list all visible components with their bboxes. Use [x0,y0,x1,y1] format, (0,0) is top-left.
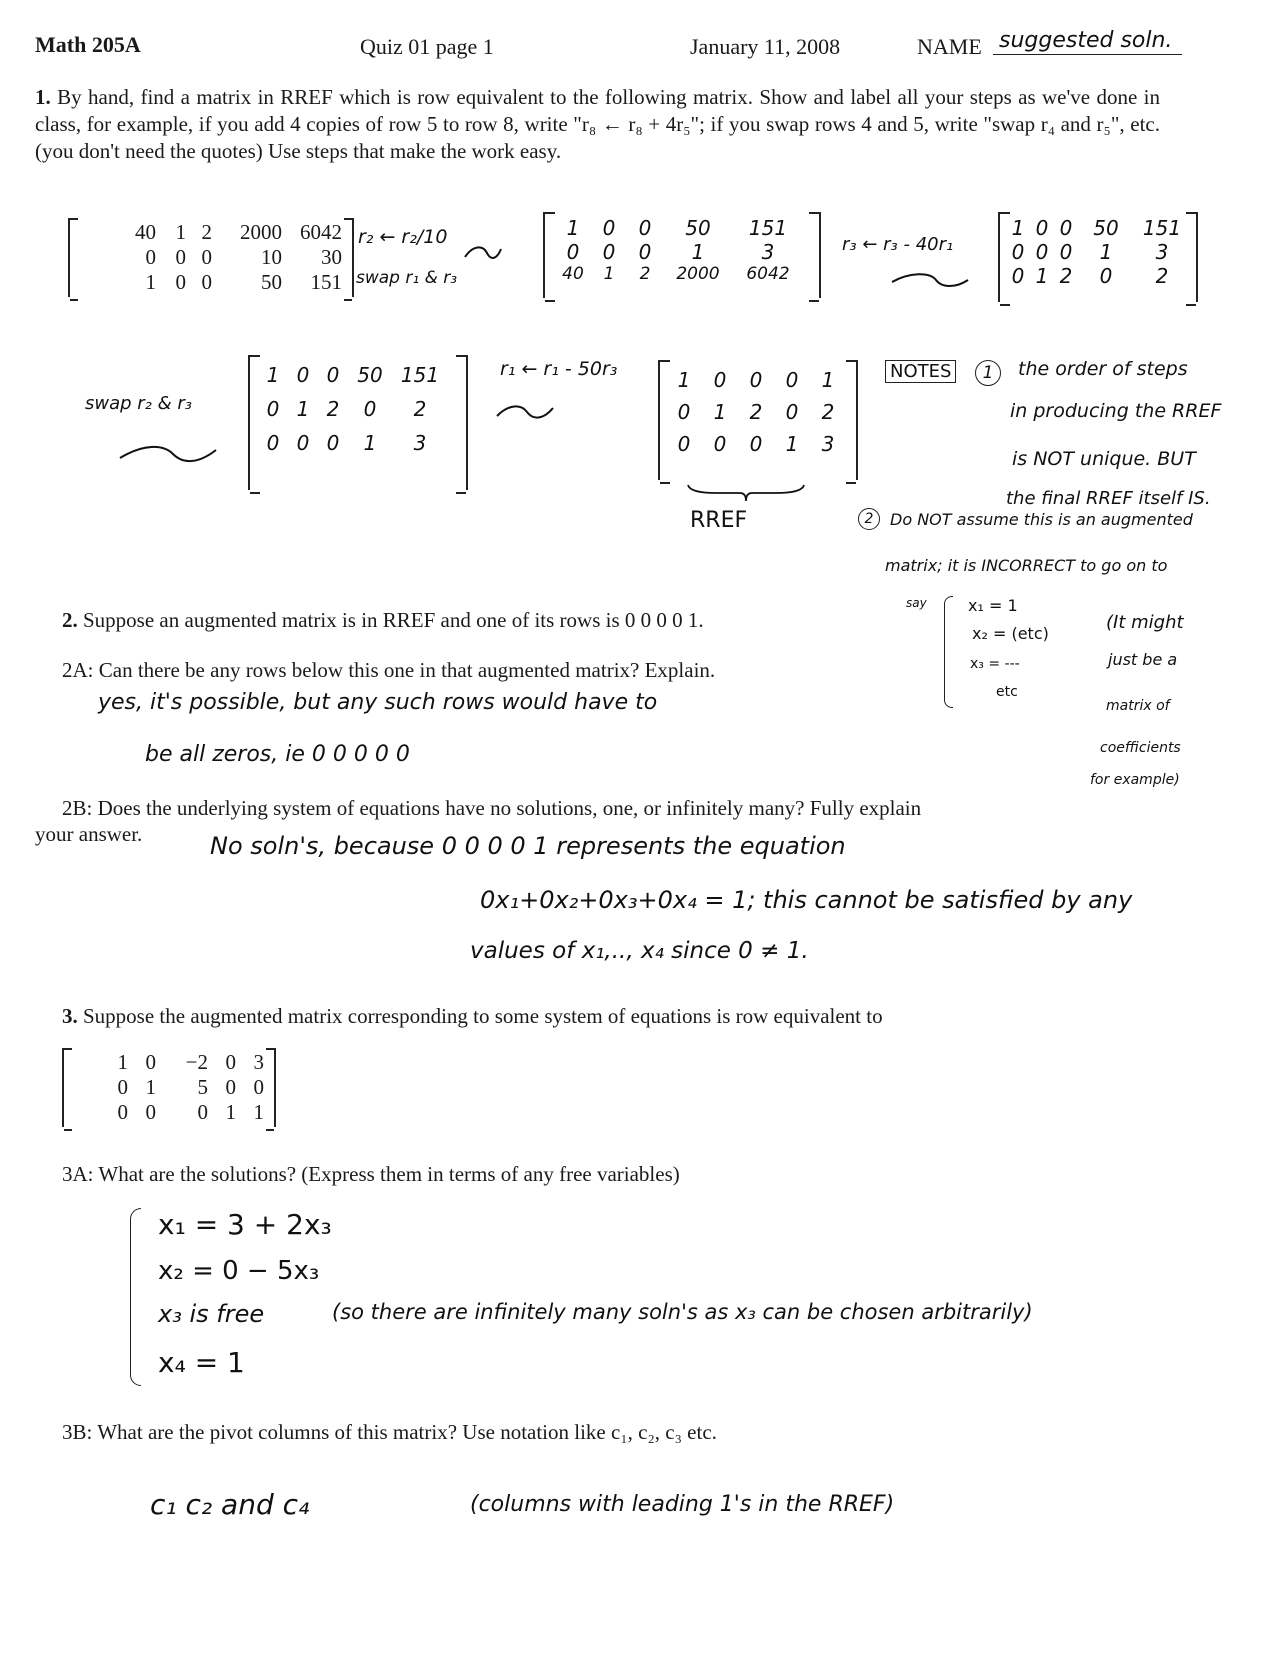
q2a-prompt: 2A: Can there be any rows below this one in that augmented matrix? Explain. [62,658,716,682]
q3a-note: (so there are infinitely many soln's as x₃ can be chosen arbitrarily) [332,1300,1033,1324]
q3b-answer: c₁ c₂ and c₄ [150,1488,310,1521]
step4-label: r₁ ← r₁ - 50r₃ [500,358,618,380]
step3-matrix-row: 0 1 2 0 2 [266,397,427,421]
q3a-brace [130,1208,141,1386]
say-brace [944,596,953,708]
step1-matrix-row: 0 0 0 1 3 [566,240,775,264]
say-line: x₂ = (etc) [972,624,1049,643]
q3-prompt [62,1004,883,1029]
rref-label: RREF [690,508,748,533]
step3-label: swap r₂ & r₃ [85,393,192,414]
tilde-arrow [118,440,218,468]
say-line: x₁ = 1 [968,596,1018,615]
q3a-answer-line: x₄ = 1 [158,1346,245,1379]
q3a-prompt: 3A: What are the solutions? (Express them in terms of any free variables) [62,1162,680,1186]
q1-prompt [35,84,1160,165]
aside-line: coefficients [1100,740,1181,756]
say-line: x₃ = --- [970,656,1020,672]
q2-number: 2. [62,608,78,632]
q2-prompt-text: Suppose an augmented matrix is in RREF and one of its rows is 0 0 0 0 1. [83,608,704,632]
q3a-answer-line: x₃ is free [158,1300,265,1328]
q2a-answer: yes, it's possible, but any such rows would have to [98,690,658,715]
name-value: suggested soln. [993,28,1182,55]
step4-matrix [658,360,858,480]
step4-matrix-row: 0 1 2 0 2 [677,400,835,424]
q3-prompt-text: Suppose the augmented matrix corresponding to some system of equations is row equivalent to [83,1004,883,1028]
q3b-note: (columns with leading 1's in the RREF) [470,1492,895,1517]
quiz-title: Quiz 01 page 1 [360,34,494,59]
step2-matrix [998,212,1198,302]
say-label: say [906,596,927,610]
step1-matrix-row: 1 0 0 50 151 [566,216,788,240]
step4-matrix-row: 1 0 0 0 1 [677,368,835,392]
note-1-line: the final RREF itself IS. [1006,488,1211,509]
note-2-marker: 2 [858,508,880,530]
q1-matrix-row: 1 0 0 50 151 [145,270,342,294]
q1-prompt-text: By hand, find a matrix in RREF which is row equivalent to the following matrix. Show and label all your steps as we've done in class, for example, if you add 4 copies of row 5 to row 8, write "r₈ ← r₈ + 4r₅"; if you swap rows 4 and 5, write "swap r₄ and r₅", etc. (you don't need the quotes) Use steps that make the work easy. [35,85,1160,163]
q2b-prompt: your answer. [35,822,143,846]
aside-line: just be a [1108,650,1178,669]
step3-matrix-row: 1 0 0 50 151 [266,363,440,387]
step1-label-a: r₂ ← r₂/10 [358,226,448,248]
q1-matrix-row: 40 1 2 2000 6042 [135,220,342,244]
q2a-answer: be all zeros, ie 0 0 0 0 0 [145,742,410,767]
name-label: NAME [917,34,982,59]
q2b-answer: 0x₁+0x₂+0x₃+0x₄ = 1; this cannot be satisfied by any [480,886,1133,914]
q3-matrix-row: 1 0 −2 0 3 [117,1050,264,1074]
tilde-arrow [463,243,503,263]
tilde-arrow [495,402,555,424]
notes-title: NOTES [885,360,956,383]
note-2-line: matrix; it is INCORRECT to go on to [885,556,1168,575]
note-1-line: is NOT unique. BUT [1012,448,1196,470]
note-2-line: Do NOT assume this is an augmented [890,510,1193,529]
note-1-marker: 1 [975,360,1001,386]
q3-matrix-row: 0 0 0 1 1 [117,1100,264,1124]
step2-matrix-row: 0 1 2 0 2 [1011,264,1169,288]
step1-label-b: swap r₁ & r₃ [356,268,458,288]
step3-matrix [248,355,468,490]
step3-matrix-row: 0 0 0 1 3 [266,431,427,455]
q3-number: 3. [62,1004,78,1028]
q2b-answer: values of x₁,.., x₄ since 0 ≠ 1. [470,938,809,964]
aside-line: for example) [1090,772,1180,788]
aside-line: (It might [1106,612,1184,633]
q3a-answer-line: x₂ = 0 − 5x₃ [158,1256,320,1286]
q2b-answer: No soln's, because 0 0 0 0 1 represents the equation [210,832,846,860]
aside-line: matrix of [1106,698,1170,714]
q3a-answer-line: x₁ = 3 + 2x₃ [158,1208,332,1241]
note-1-line: in producing the RREF [1010,400,1222,422]
step2-matrix-row: 0 0 0 1 3 [1011,240,1169,264]
step1-matrix [543,212,821,298]
q3-matrix [62,1048,276,1127]
q2b-prompt: 2B: Does the underlying system of equations have no solutions, one, or infinitely many? Fully explain [62,796,922,820]
say-line: etc [996,684,1018,700]
step1-matrix-row: 40 1 2 2000 6042 [562,264,790,284]
q2-prompt [62,608,704,633]
q1-matrix-row: 0 0 0 10 30 [145,245,342,269]
tilde-arrow [890,270,970,292]
q3-matrix-row: 0 1 5 0 0 [117,1075,264,1099]
rref-brace [686,483,806,503]
quiz-date: January 11, 2008 [690,34,841,59]
q1-number: 1. [35,85,51,109]
q3b-prompt: 3B: What are the pivot columns of this matrix? Use notation like c₁, c₂, c₃ etc. [62,1420,717,1444]
step4-matrix-row: 0 0 0 1 3 [677,432,835,456]
step2-label: r₃ ← r₃ - 40r₁ [842,234,954,255]
course-title: Math 205A [35,32,141,57]
q1-matrix [68,218,354,297]
step2-matrix-row: 1 0 0 50 151 [1011,216,1182,240]
note-1-line: the order of steps [1018,358,1188,380]
